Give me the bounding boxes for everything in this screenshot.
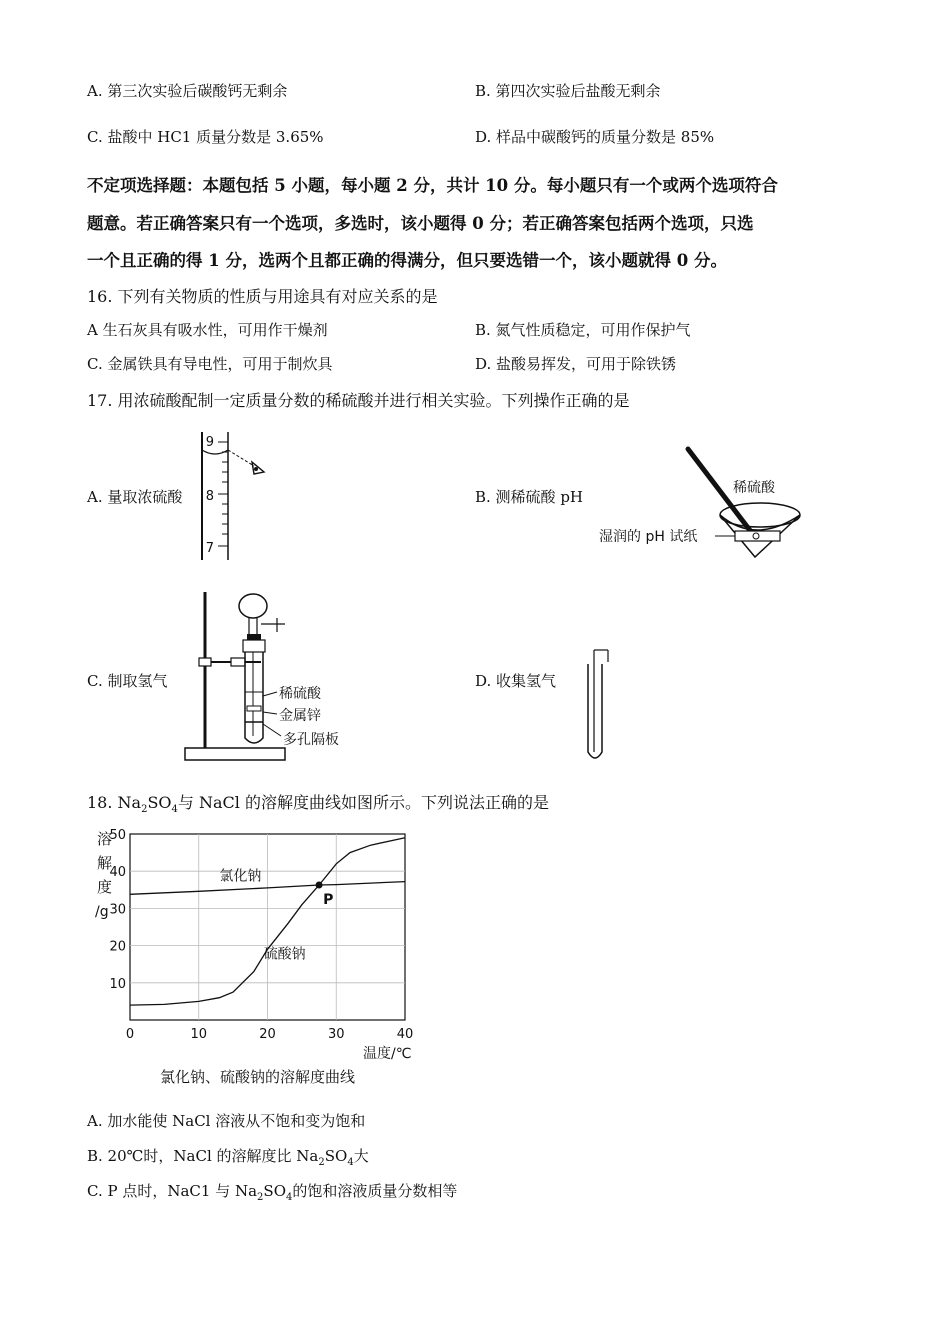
eye-icon [252,462,264,474]
svg-text:溶: 溶 [97,830,113,848]
q16-option-c: C. 金属铁具有导电性，可用于制炊具 [87,355,333,373]
series-label-na2so4: 硫酸钠 [263,946,306,963]
hydrogen-apparatus-figure [175,588,365,764]
ph-paper-label: 湿润的 pH 试纸 [599,529,698,545]
q17-stem: 17. 用浓硫酸配制一定质量分数的稀硫酸并进行相关实验。下列操作正确的是 [87,391,630,410]
q17-option-d: D. 收集氢气 [475,672,557,690]
chart-title: 氯化钠、硫酸钠的溶解度曲线 [159,1068,356,1086]
q18-option-b: B. 20℃时，NaCl 的溶解度比 $Na_2SO_4$大 [87,1147,369,1168]
apparatus-plate-label: 多孔隔板 [283,732,339,748]
ph-acid-label: 稀硫酸 [733,480,775,496]
y-tick-label: 30 [109,902,126,918]
point-label: P [323,891,334,908]
y-tick-label: 50 [109,828,126,843]
apparatus-acid-label: 稀硫酸 [279,686,321,702]
q16-option-b: B. 氮气性质稳定，可用作保护气 [475,321,691,339]
chart-xlabel: 温度/℃ [363,1046,412,1062]
x-tick-label: 0 [125,1027,135,1042]
cylinder-mark-7: 7 [205,541,214,556]
cylinder-mark-9: 9 [205,435,214,450]
q17-option-c: C. 制取氢气 [87,672,168,690]
gas-collection-tube-figure [578,640,618,768]
q15-option-c: C. 盐酸中 HC1 质量分数是 3.65% [87,128,324,146]
q15-option-a: A. 第三次实验后碳酸钙无剩余 [87,82,288,100]
svg-text:解: 解 [97,854,113,872]
intersection-point [316,881,323,888]
q16-option-a: A 生石灰具有吸水性，可用作干燥剂 [87,321,328,339]
q17-option-b: B. 测稀硫酸 pH [475,488,584,506]
x-tick-label: 10 [190,1027,208,1042]
q18-option-a: A. 加水能使 NaCl 溶液从不饱和变为饱和 [87,1112,366,1130]
q18-option-c: C. P 点时，NaC1 与 $Na_2SO_4$的饱和溶液质量分数相等 [87,1182,458,1203]
q16-option-d: D. 盐酸易挥发，可用于除铁锈 [475,355,677,373]
y-tick-label: 40 [109,865,126,881]
graduated-cylinder-figure [190,428,280,564]
section-line-3: 一个且正确的得 1 分，选两个且都正确的得满分，但只要选错一个，该小题就得 0 分。 [87,251,727,270]
q15-option-d: D. 样品中碳酸钙的质量分数是 85% [475,128,715,146]
y-tick-label: 20 [109,939,126,955]
q15-option-b: B. 第四次实验后盐酸无剩余 [475,82,661,100]
section-line-2: 题意。若正确答案只有一个选项，多选时，该小题得 0 分；若正确答案包括两个选项，只选 [87,214,754,233]
section-line-1: 不定项选择题：本题包括 5 小题，每小题 2 分，共计 10 分。每小题只有一个或两个选项符合 [87,176,778,195]
q18-stem: 18. $Na_2SO_4$与 NaCl 的溶解度曲线如图所示。下列说法正确的是 [87,793,549,816]
series-label-nacl: 氯化钠 [219,868,262,885]
svg-text:/g: /g [95,904,109,920]
cylinder-mark-8: 8 [205,489,214,504]
x-tick-label: 40 [396,1027,414,1042]
x-tick-label: 20 [259,1027,276,1042]
svg-text:度: 度 [97,878,113,896]
q17-option-a: A. 量取浓硫酸 [87,488,183,506]
solubility-chart [85,824,430,1094]
x-tick-label: 30 [327,1027,345,1042]
apparatus-zinc-label: 金属锌 [279,708,321,724]
q16-stem: 16. 下列有关物质的性质与用途具有对应关系的是 [87,287,438,306]
y-tick-label: 10 [109,976,126,992]
ph-test-figure [595,445,815,565]
